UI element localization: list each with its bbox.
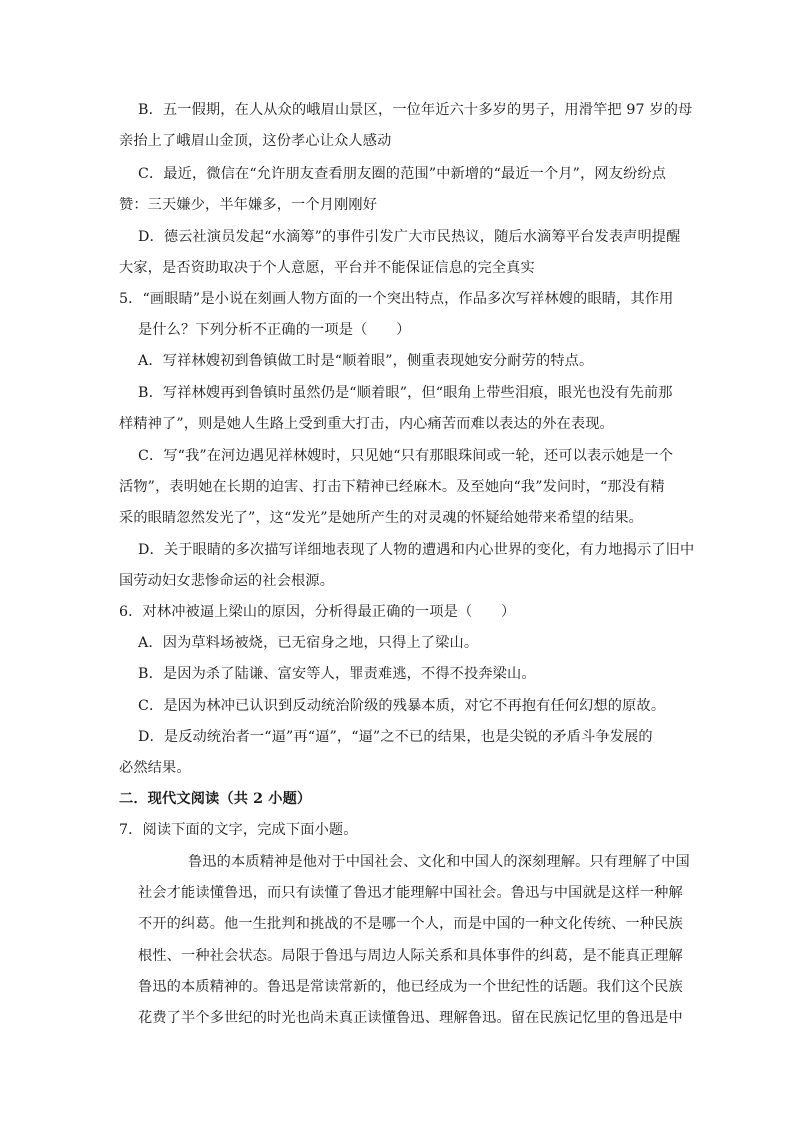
q7-stem: 7．阅读下面的文字，完成下面小题。	[119, 822, 358, 838]
q4-option-b-line2: 亲抬上了峨眉山金顶，这份孝心让众人感动	[119, 133, 392, 149]
q5-stem-line2: 是什么？下列分析不正确的一项是（ ）	[138, 322, 411, 338]
q5-option-b-line2: 样精神了”，则是她人生路上受到重大打击，内心痛苦而难以表达的外在表现。	[119, 416, 614, 432]
passage-line: 鲁迅的本质精神的。鲁迅是常读常新的，他已经成为一个世纪性的话题。我们这个民族	[138, 979, 683, 995]
q5-option-c-line3: 采的眼睛忽然发光了”，这“发光”是她所产生的对灵魂的怀疑给她带来希望的结果。	[119, 510, 644, 526]
q5-option-a: A．写祥林嫂初到鲁镇做工时是“顺着眼”，侧重表现她安分耐劳的特点。	[138, 353, 594, 369]
q6-option-d-line1: D．是反动统治者一“逼”再“逼”，“逼”之不已的结果，也是尖锐的矛盾斗争发展的	[138, 729, 653, 745]
q6-option-a: A．因为草料场被烧，已无宿身之地，只得上了梁山。	[138, 635, 479, 651]
q5-option-b-line1: B．写祥林嫂再到鲁镇时虽然仍是“顺着眼”，但“眼角上带些泪痕，眼光也没有先前那	[138, 385, 673, 401]
q6-stem: 6．对林冲被逼上梁山的原因，分析得最正确的一项是（ ）	[119, 604, 516, 620]
q4-option-d-line2: 大家，是否资助取决于个人意愿，平台并不能保证信息的完全真实	[119, 260, 535, 276]
q5-option-c-line2: 活物”，表明她在长期的迫害、打击下精神已经麻木。及至她向“我”发问时，“那没有精	[119, 479, 665, 495]
q4-option-c-line1: C．最近，微信在“允许朋友查看朋友圈的范围”中新增的“最近一个月”，网友纷纷点	[138, 166, 667, 182]
q5-option-d-line2: 国劳动妇女悲惨命运的社会根源。	[119, 573, 335, 589]
q5-option-d-line1: D．关于眼睛的多次描写详细地表现了人物的遭遇和内心世界的变化，有力地揭示了旧中	[138, 542, 695, 558]
q4-option-d-line1: D．德云社演员发起“水滴筹”的事件引发广大市民热议，随后水滴筹平台发表声明提醒	[138, 229, 681, 245]
passage-line: 不开的纠葛。他一生批判和挑战的不是哪一个人，而是中国的一种文化传统、一种民族	[138, 916, 683, 932]
q6-option-d-line2: 必然结果。	[119, 760, 191, 776]
q5-option-c-line1: C．写“我”在河边遇见祥林嫂时，只见她“只有那眼珠间或一轮，还可以表示她是一个	[138, 448, 674, 464]
passage-line: 花费了半个多世纪的时光也尚未真正读懂鲁迅、理解鲁迅。留在民族记忆里的鲁迅是中	[138, 1010, 683, 1026]
q6-option-b: B．是因为杀了陆谦、富安等人，罪责难逃，不得不投奔梁山。	[138, 666, 536, 682]
q4-option-b-line1: B．五一假期，在人从众的峨眉山景区，一位年近六十多岁的男子，用滑竿把 97 岁的母	[138, 102, 693, 118]
passage-line: 鲁迅的本质精神是他对于中国社会、文化和中国人的深刻理解。只有理解了中国	[188, 854, 690, 870]
q5-stem-line1: 5．“画眼睛”是小说在刻画人物方面的一个突出特点，作品多次写祥林嫂的眼睛，其作用	[119, 291, 674, 307]
passage-line: 根性、一种社会状态。局限于鲁迅与周边人际关系和具体事件的纠葛，是不能真正理解	[138, 948, 683, 964]
q6-option-c: C．是因为林冲已认识到反动统治阶级的残暴本质，对它不再抱有任何幻想的原故。	[138, 698, 666, 714]
passage-line: 社会才能读懂鲁迅，而只有读懂了鲁迅才能理解中国社会。鲁迅与中国就是这样一种解	[138, 885, 683, 901]
q4-option-c-line2: 赞：三天嫌少，半年嫌多，一个月刚刚好	[119, 197, 378, 213]
section-heading: 二．现代文阅读（共 2 小题）	[119, 791, 312, 807]
